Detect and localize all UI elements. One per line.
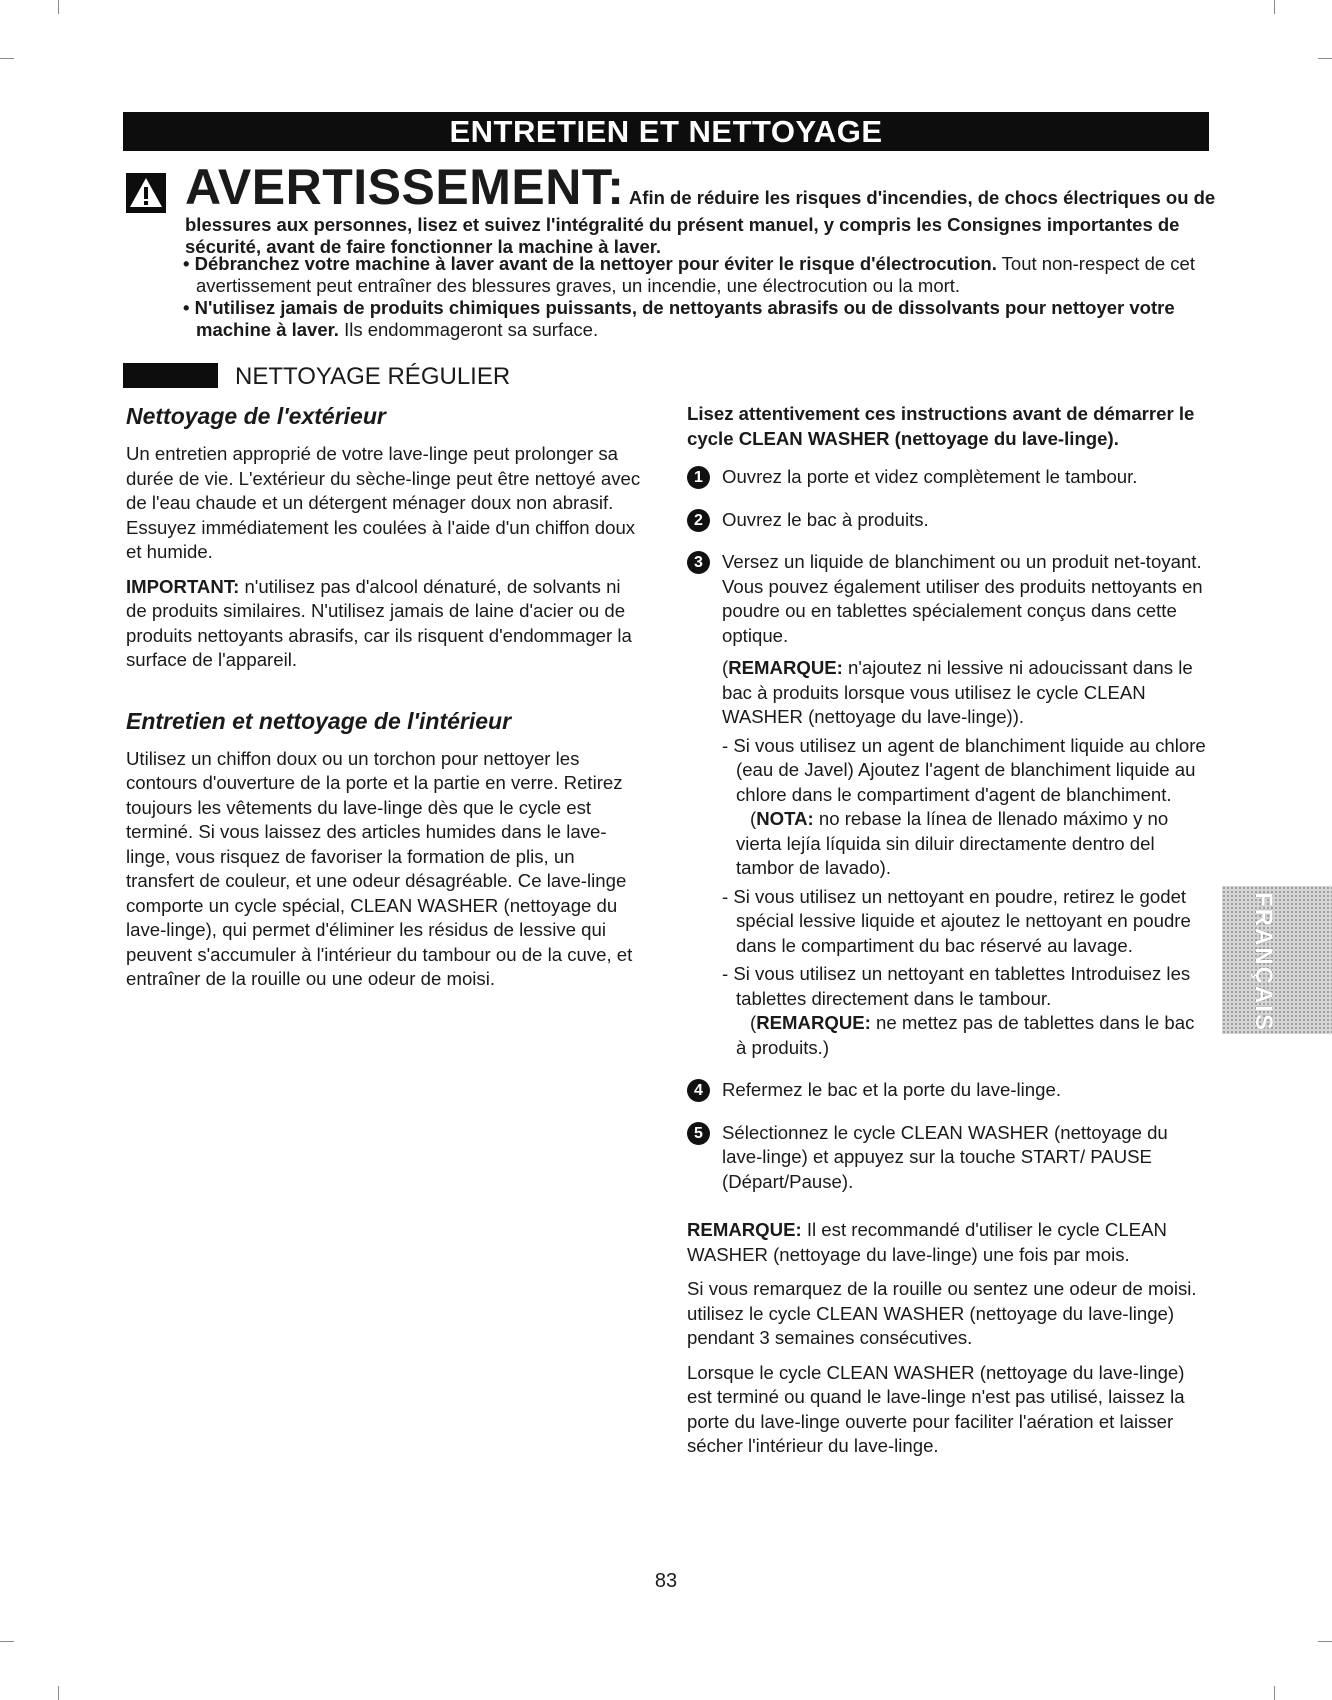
language-tab-label: FRANÇAIS — [1250, 892, 1277, 1032]
crop-mark — [0, 58, 14, 59]
step-number-icon: 3 — [687, 551, 710, 574]
step-1: 1 Ouvrez la porte et videz complètement le tambour. — [687, 465, 1207, 490]
step-number-icon: 2 — [687, 509, 710, 532]
step-2: 2 Ouvrez le bac à produits. — [687, 508, 1207, 533]
crop-mark — [1274, 0, 1275, 14]
warning-heading: AVERTISSEMENT: — [185, 159, 625, 215]
powder-option: - Si vous utilisez un nettoyant en poudre, retirez le godet spécial lessive liquide et ajoutez le nettoyant en poudre dans le compartiment du bac réservé au lavage. — [722, 885, 1191, 956]
exterior-heading: Nettoyage de l'extérieur — [126, 403, 386, 429]
bleach-option: - Si vous utilisez un agent de blanchiment liquide au chlore (eau de Javel) Ajoutez l'agent de blanchiment liquide au chlore dans le compartiment d'agent de blanchiment. (NOTA: no rebase la línea de llenado máximo y no vierta lejía líquida sin diluir directamente dentro del tambor de lavado). — [722, 734, 1206, 878]
crop-mark — [1274, 1686, 1275, 1700]
warning-bullet: • Débranchez votre machine à laver avant de la nettoyer pour éviter le risque d'électrocution. Tout non-respect de cet avertissement peut entraîner des blessures graves, un incendie, une électrocution ou la mort. — [183, 253, 1195, 296]
warning-bullet: • N'utilisez jamais de produits chimiques puissants, de nettoyants abrasifs ou de dissolvants pour nettoyer votre machine à laver. Ils endommageront sa surface. — [183, 297, 1175, 340]
rust-paragraph: Si vous remarquez de la rouille ou sentez une odeur de moisi. utilisez le cycle CLEAN WASHER (nettoyage du lave-linge) pendant 3 semaines consécutives. — [687, 1278, 1197, 1348]
interior-heading: Entretien et nettoyage de l'intérieur — [126, 707, 512, 734]
crop-mark — [58, 0, 59, 14]
crop-mark — [1318, 58, 1332, 59]
warning-statement — [185, 160, 1225, 258]
warning-bullets — [183, 253, 1223, 341]
section-title: NETTOYAGE RÉGULIER — [235, 363, 511, 390]
remark-paragraph: REMARQUE: Il est recommandé d'utiliser le cycle CLEAN WASHER (nettoyage du lave-linge) une fois par mois. — [687, 1219, 1167, 1265]
step-3: 3 Versez un liquide de blanchiment ou un produit net-toyant. Vous pouvez également utiliser des produits nettoyants en poudre ou en tablettes spécialement conçus dans cette optique. (REMARQUE: n'ajoutez ni lessive ni adoucissant dans le bac à produits lorsque vous utilisez le cycle CLEAN WASHER (nettoyage du lave-linge)). - Si vous utilisez un agent de blanchiment liquide au chlore (eau de Javel) Ajoutez l'agent de blanchiment liquide au chlore dans le compartiment d'agent de blanchiment. (NOTA: no rebase la línea de llenado máximo y no vierta lejía líquida sin diluir directamente dentro del tambor de lavado). - Si vous utilisez un nettoyant en poudre, retirez le godet spécial lessive liquide et ajoutez le nettoyant en poudre dans le compartiment du bac réservé au lavage. - Si vous utilisez un nettoyant en tablettes Introduisez les tablettes directement dans le tambour. (REMARQUE: ne mettez pas de tablettes dans le bac à produits.) — [687, 550, 1207, 1060]
section-bar — [123, 363, 218, 388]
step-5: 5 Sélectionnez le cycle CLEAN WASHER (nettoyage du lave-linge) et appuyez sur la touche START/ PAUSE (Départ/Pause). — [687, 1121, 1207, 1195]
page-title-banner: ENTRETIEN ET NETTOYAGE — [123, 112, 1209, 151]
crop-mark — [1318, 1641, 1332, 1642]
step-4: 4 Refermez le bac et la porte du lave-linge. — [687, 1078, 1207, 1103]
warning-icon — [126, 173, 166, 213]
ventilation-paragraph: Lorsque le cycle CLEAN WASHER (nettoyage du lave-linge) est terminé ou quand le lave-linge n'est pas utilisé, laissez la porte du lave-linge ouverte pour faciliter l'aération et laisser sécher l'intérieur du lave-linge. — [687, 1361, 1185, 1456]
crop-mark — [0, 1641, 14, 1642]
step-number-icon: 5 — [687, 1122, 710, 1145]
exterior-paragraph: Un entretien approprié de votre lave-linge peut prolonger sa durée de vie. L'extérieur du sèche-linge peut être nettoyé avec de l'eau chaude et un détergent ménager doux non abrasif. Essuyez immédiatement les coulées à l'aide d'un chiffon doux et humide. — [126, 443, 641, 562]
step-number-icon: 1 — [687, 466, 710, 489]
language-tab — [1222, 886, 1332, 1034]
crop-mark — [58, 1686, 59, 1700]
left-column — [126, 402, 646, 1002]
instructions-lead: Lisez attentivement ces instructions avant de démarrer le cycle CLEAN WASHER (nettoyage du lave-linge). — [687, 403, 1195, 449]
important-paragraph: IMPORTANT: n'utilisez pas d'alcool dénaturé, de solvants ni de produits similaires. N'utilisez jamais de laine d'acier ou de produits nettoyants abrasifs, car ils risquent d'endommager la surface de l'appareil. — [126, 575, 632, 670]
interior-paragraph: Utilisez un chiffon doux ou un torchon pour nettoyer les contours d'ouverture de la porte et la partie en verre. Retirez toujours les vêtements du lave-linge dès que le cycle est terminé. Si vous laissez des articles humides dans le lave-linge, vous risquez de favoriser la formation de plis, un transfert de couleur, et une odeur désagréable. Ce lave-linge comporte un cycle spécial, CLEAN WASHER (nettoyage du lave-linge), qui permet d'éliminer les résidus de lessive qui peuvent s'accumuler à l'intérieur du tambour ou de la cuve, et entraîner de la rouille ou une odeur de moisi. — [126, 747, 633, 989]
step-number-icon: 4 — [687, 1079, 710, 1102]
page-number: 83 — [654, 1570, 678, 1592]
step-3-remark: (REMARQUE: n'ajoutez ni lessive ni adoucissant dans le bac à produits lorsque vous utilisez le cycle CLEAN WASHER (nettoyage du lave-linge)). — [722, 657, 1193, 727]
warning-text: Afin de réduire les risques d'incendies, de chocs électriques ou de blessures aux personnes, lisez et suivez l'intégralité du présent manuel, y compris les Consignes importantes de sécurité, avant de faire fonctionner la machine à laver. — [185, 187, 1216, 257]
right-column — [687, 402, 1207, 1469]
tablet-option: - Si vous utilisez un nettoyant en tablettes Introduisez les tablettes directement dans le tambour. (REMARQUE: ne mettez pas de tablettes dans le bac à produits.) — [722, 963, 1195, 1058]
